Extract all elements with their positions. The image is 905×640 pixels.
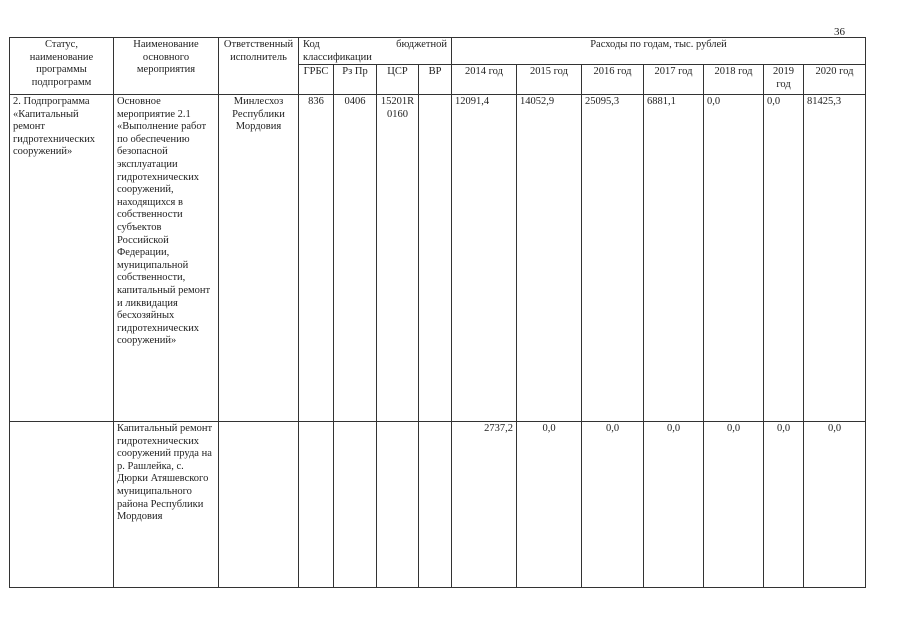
row-vr [419, 422, 452, 588]
table-row [10, 95, 866, 422]
header-row-1 [10, 38, 866, 65]
row-vr [419, 95, 452, 422]
row-csr: 15201R0160 [377, 95, 419, 422]
row-executor: Минлесхоз Республики Мордовия [219, 95, 299, 422]
header-year-2016: 2016 год [582, 65, 644, 95]
row-value-2017: 6881,1 [644, 95, 704, 422]
row-value-2016: 0,0 [582, 422, 644, 588]
row-value-2014: 2737,2 [452, 422, 517, 588]
header-expenses: Расходы по годам, тыс. рублей [452, 38, 866, 65]
row-activity-name: Капитальный ремонт гидротехнических сооружений пруда на р. Рашлейка, с. Дюрки Атяшевского муниципального района Республики Мордовия [114, 422, 219, 588]
header-classif-budget: бюджетной [396, 39, 447, 50]
header-activity-name: Наименование основного мероприятия [114, 38, 219, 95]
row-csr [377, 422, 419, 588]
header-year-2017: 2017 год [644, 65, 704, 95]
row-value-2016: 25095,3 [582, 95, 644, 422]
row-grbs [299, 422, 334, 588]
row-value-2015: 14052,9 [517, 95, 582, 422]
header-year-2020: 2020 год [804, 65, 866, 95]
header-year-2018: 2018 год [704, 65, 764, 95]
header-rzpr: Рз Пр [334, 65, 377, 95]
row-value-2014: 12091,4 [452, 95, 517, 422]
row-value-2015: 0,0 [517, 422, 582, 588]
row-rzpr: 0406 [334, 95, 377, 422]
header-grbs: ГРБС [299, 65, 334, 95]
row-value-2019: 0,0 [764, 95, 804, 422]
budget-table [9, 37, 866, 588]
row-executor [219, 422, 299, 588]
header-csr: ЦСР [377, 65, 419, 95]
page-number: 36 [834, 26, 845, 38]
row-value-2020: 0,0 [804, 422, 866, 588]
row-status [10, 422, 114, 588]
row-status: 2. Подпрограмма «Капитальный ремонт гидротехнических сооружений» [10, 95, 114, 422]
row-value-2019: 0,0 [764, 422, 804, 588]
header-year-2014: 2014 год [452, 65, 517, 95]
header-status: Статус, наименование программы подпрограмм [10, 38, 114, 95]
row-rzpr [334, 422, 377, 588]
row-value-2020: 81425,3 [804, 95, 866, 422]
row-grbs: 836 [299, 95, 334, 422]
row-activity-name: Основное мероприятие 2.1 «Выполнение работ по обеспечению безопасной эксплуатации гидротехнических сооружений, находящихся в собственности субъектов Российской Федерации, муниципальной собственности, капитальный ремонт и ликвидация бесхозяйных гидротехнических сооружений» [114, 95, 219, 422]
header-classif-word: классификации [303, 52, 372, 63]
header-year-2019: 2019 год [764, 65, 804, 95]
row-value-2017: 0,0 [644, 422, 704, 588]
header-budget-classification [299, 38, 452, 65]
header-year-2015: 2015 год [517, 65, 582, 95]
table-row [10, 422, 866, 588]
row-value-2018: 0,0 [704, 95, 764, 422]
header-vr: ВР [419, 65, 452, 95]
row-value-2018: 0,0 [704, 422, 764, 588]
header-classif-code: Код [303, 39, 320, 50]
header-executor: Ответственный исполнитель [219, 38, 299, 95]
